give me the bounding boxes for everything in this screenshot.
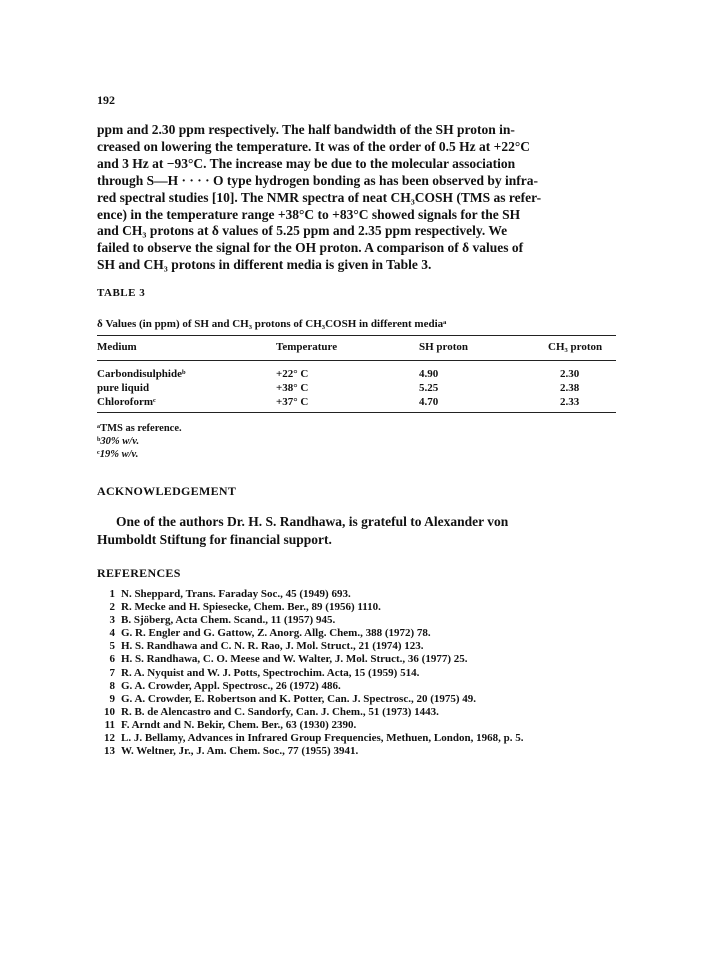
reference-text: R. A. Nyquist and W. J. Potts, Spectrochim. Acta, 15 (1959) 514.: [121, 666, 420, 679]
reference-number: 5: [109, 640, 115, 653]
reference-item: [97, 601, 523, 614]
reference-text: W. Weltner, Jr., J. Am. Chem. Soc., 77 (1955) 3941.: [121, 745, 359, 758]
table-top-rule: [97, 335, 616, 336]
reference-text: B. Sjöberg, Acta Chem. Scand., 11 (1957) 945.: [121, 614, 336, 627]
table-footnote: ᵇ30% w/v.: [97, 436, 140, 447]
paragraph-line: through S—H · · · · O type hydrogen bonding as has been observed by infra-: [97, 172, 538, 188]
reference-text: H. S. Randhawa and C. N. R. Rao, J. Mol. Struct., 21 (1974) 123.: [121, 640, 424, 653]
table-cell: 2.38: [560, 382, 580, 394]
table-bottom-rule: [97, 412, 616, 413]
reference-text: G. A. Crowder, E. Robertson and K. Potter, Can. J. Spectrosc., 20 (1975) 49.: [121, 692, 477, 705]
table-footnote: ᶜ19% w/v.: [97, 449, 139, 460]
reference-item: [97, 614, 523, 627]
reference-item: [97, 680, 523, 693]
reference-item: [97, 706, 523, 719]
reference-number: 3: [109, 614, 115, 627]
table-caption: δ Values (in ppm) of SH and CH₃ protons of CH₃COSH in different mediaᵃ: [97, 318, 447, 330]
table-label: TABLE 3: [97, 287, 146, 299]
reference-text: F. Arndt and N. Bekir, Chem. Ber., 63 (1930) 2390.: [121, 718, 357, 731]
paragraph-line: ppm and 2.30 ppm respectively. The half bandwidth of the SH proton in-: [97, 122, 515, 137]
table-cell: 5.25: [419, 382, 439, 394]
table-cell: 4.70: [419, 396, 439, 408]
table-cell: +38° C: [276, 382, 309, 394]
table-footnotes: [97, 422, 182, 461]
page-number: 192: [97, 93, 115, 107]
reference-item: [97, 732, 523, 745]
paragraph-line: ence) in the temperature range +38°C to +83°C showed signals for the SH: [97, 206, 521, 222]
reference-item: [97, 719, 523, 732]
table-header-medium: Medium: [97, 341, 137, 353]
reference-text: G. R. Engler and G. Gattow, Z. Anorg. Allg. Chem., 388 (1972) 78.: [121, 627, 431, 640]
reference-item: [97, 667, 523, 680]
acknowledgement-heading: ACKNOWLEDGEMENT: [97, 484, 237, 498]
reference-item: [97, 693, 523, 706]
body-paragraph: [97, 122, 645, 274]
reference-number: 11: [104, 718, 115, 731]
paragraph-line: and 3 Hz at −93°C. The increase may be due to the molecular association: [97, 155, 516, 171]
references-list: [97, 588, 523, 758]
paragraph-line: SH and CH₃ protons in different media is given in Table 3.: [97, 257, 432, 273]
reference-text: N. Sheppard, Trans. Faraday Soc., 45 (1949) 693.: [121, 588, 351, 600]
table-footnote: ᵃTMS as reference.: [97, 423, 182, 434]
acknowledgement-text: [97, 513, 597, 549]
table-header-temperature: Temperature: [276, 341, 338, 353]
reference-text: R. B. de Alencastro and C. Sandorfy, Can. J. Chem., 51 (1973) 1443.: [121, 705, 439, 718]
reference-number: 10: [104, 705, 115, 718]
table-header-rule: [97, 360, 616, 361]
reference-number: 1: [109, 588, 115, 600]
paragraph-line: failed to observe the signal for the OH proton. A comparison of δ values of: [97, 240, 524, 256]
reference-item: [97, 653, 523, 666]
reference-number: 4: [109, 627, 115, 640]
reference-number: 7: [109, 666, 115, 679]
table-cell: Carbondisulphideᵇ: [97, 368, 186, 380]
paragraph-line: and CH₃ protons at δ values of 5.25 ppm and 2.35 ppm respectively. We: [97, 223, 508, 239]
reference-number: 6: [109, 653, 115, 666]
acknowledgement-line: Humboldt Stiftung for financial support.: [97, 532, 332, 547]
reference-text: R. Mecke and H. Spiesecke, Chem. Ber., 89 (1956) 1110.: [121, 601, 381, 614]
reference-item: [97, 640, 523, 653]
table-cell: Chloroformᶜ: [97, 396, 156, 408]
table-cell: pure liquid: [97, 382, 150, 394]
reference-number: 12: [104, 732, 115, 745]
acknowledgement-line: One of the authors Dr. H. S. Randhawa, is grateful to Alexander von: [116, 514, 509, 529]
paragraph-line: creased on lowering the temperature. It was of the order of 0.5 Hz at +22°C: [97, 138, 531, 154]
references-heading: REFERENCES: [97, 566, 181, 580]
reference-number: 13: [104, 745, 115, 758]
reference-number: 8: [109, 679, 115, 692]
table-cell: 2.30: [560, 368, 580, 380]
table-cell: 4.90: [419, 368, 439, 380]
reference-text: G. A. Crowder, Appl. Spectrosc., 26 (1972) 486.: [121, 679, 341, 692]
paragraph-line: red spectral studies [10]. The NMR spectra of neat CH₃COSH (TMS as refer-: [97, 189, 542, 205]
reference-item: [97, 745, 523, 758]
table-cell: 2.33: [560, 396, 580, 408]
reference-text: H. S. Randhawa, C. O. Meese and W. Walter, J. Mol. Struct., 36 (1977) 25.: [121, 653, 468, 666]
reference-text: L. J. Bellamy, Advances in Infrared Group Frequencies, Methuen, London, 1968, p. 5.: [121, 732, 524, 745]
table-header-sh-proton: SH proton: [419, 341, 469, 353]
table-header-ch3-proton: CH₃ proton: [548, 341, 603, 353]
table-cell: +37° C: [276, 396, 309, 408]
reference-item: [97, 627, 523, 640]
reference-number: 9: [109, 692, 115, 705]
table-cell: +22° C: [276, 368, 309, 380]
reference-number: 2: [109, 601, 115, 614]
reference-item: [97, 588, 523, 601]
